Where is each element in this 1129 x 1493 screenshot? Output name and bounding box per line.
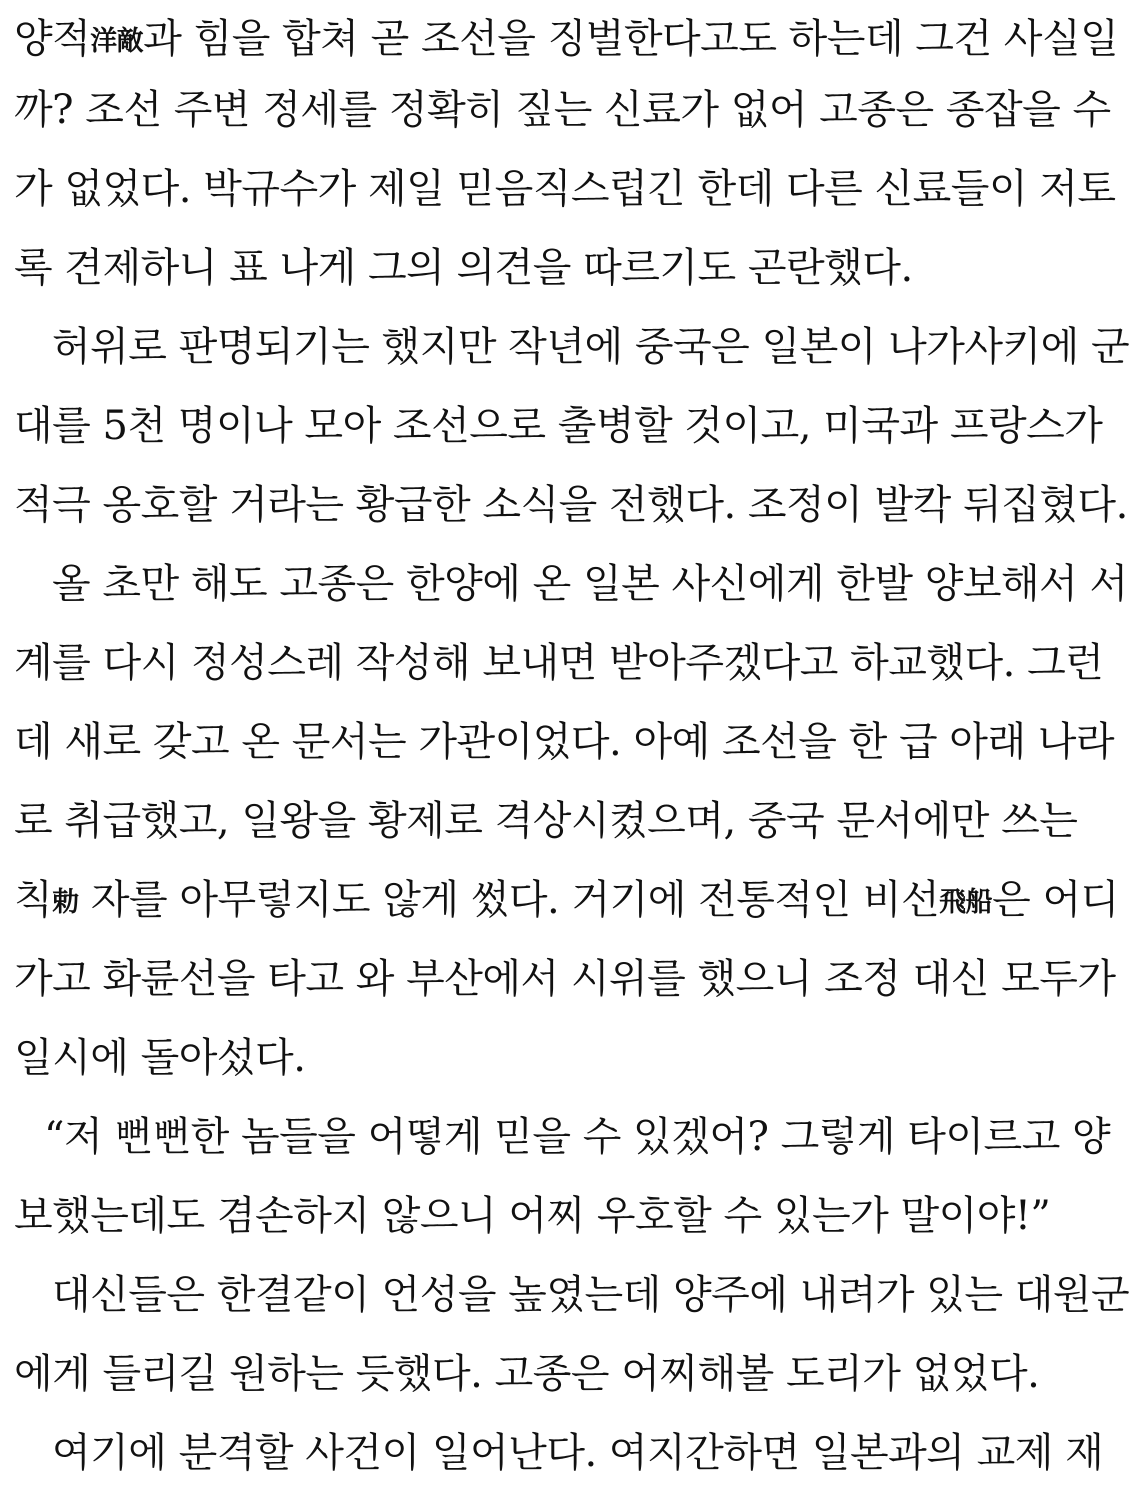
text-line-12-part-b: 자를 아무렇지도 않게 썼다. 거기에 전통적인 비선	[78, 877, 940, 923]
text-line-7: 적극 옹호할 거라는 황급한 소식을 전했다. 조정이 발칵 뒤집혔다.	[14, 482, 1128, 528]
text-line-17: 대신들은 한결같이 언성을 높였는데 양주에 내려가 있는 대원군	[52, 1272, 1129, 1318]
text-line-13: 가고 화륜선을 타고 와 부산에서 시위를 했으니 조정 대신 모두가	[14, 956, 1116, 1002]
text-line-15: “저 뻔뻔한 놈들을 어떻게 믿을 수 있겠어? 그렇게 타이르고 양	[44, 1114, 1111, 1160]
hanja-annotation: 洋敵	[90, 26, 144, 57]
text-line-14: 일시에 돌아섰다.	[14, 1035, 306, 1081]
text-line-12	[14, 861, 1119, 940]
text-line-18: 에게 들리길 원하는 듯했다. 고종은 어찌해볼 도리가 없었다.	[14, 1351, 1040, 1397]
hanja-annotation: 飛船	[939, 887, 993, 918]
text-line-1-part-b: 과 힘을 합쳐 곧 조선을 징벌한다고도 하는데 그건 사실일	[143, 16, 1119, 62]
text-line-4: 록 견제하니 표 나게 그의 의견을 따르기도 곤란했다.	[14, 245, 913, 291]
text-line-8: 올 초만 해도 고종은 한양에 온 일본 사신에게 한발 양보해서 서	[52, 561, 1128, 607]
text-line-11: 로 취급했고, 일왕을 황제로 격상시켰으며, 중국 문서에만 쓰는	[14, 798, 1078, 844]
text-line-5: 허위로 판명되기는 했지만 작년에 중국은 일본이 나가사키에 군	[52, 324, 1129, 370]
text-line-6: 대를 5천 명이나 모아 조선으로 출병할 것이고, 미국과 프랑스가	[14, 403, 1103, 449]
text-line-10: 데 새로 갖고 온 문서는 가관이었다. 아예 조선을 한 급 아래 나라	[14, 719, 1115, 765]
text-line-16: 보했는데도 겸손하지 않으니 어찌 우호할 수 있는가 말이야!”	[14, 1193, 1051, 1239]
text-line-12-part-a: 칙	[14, 877, 53, 923]
text-line-12-part-c: 은 어디	[992, 877, 1119, 923]
text-line-19-cut-off: 여기에 분격할 사건이 일어난다. 여지간하면 일본과의 교제 재	[52, 1430, 1104, 1476]
text-line-9: 계를 다시 정성스레 작성해 보내면 받아주겠다고 하교했다. 그런	[14, 640, 1104, 686]
text-line-1	[14, 0, 1119, 79]
text-line-2: 까? 조선 주변 정세를 정확히 짚는 신료가 없어 고종은 종잡을 수	[14, 87, 1111, 133]
text-line-1-part-a: 양적	[14, 16, 91, 62]
hanja-annotation: 勅	[52, 887, 79, 918]
text-line-3: 가 없었다. 박규수가 제일 믿음직스럽긴 한데 다른 신료들이 저토	[14, 166, 1116, 212]
